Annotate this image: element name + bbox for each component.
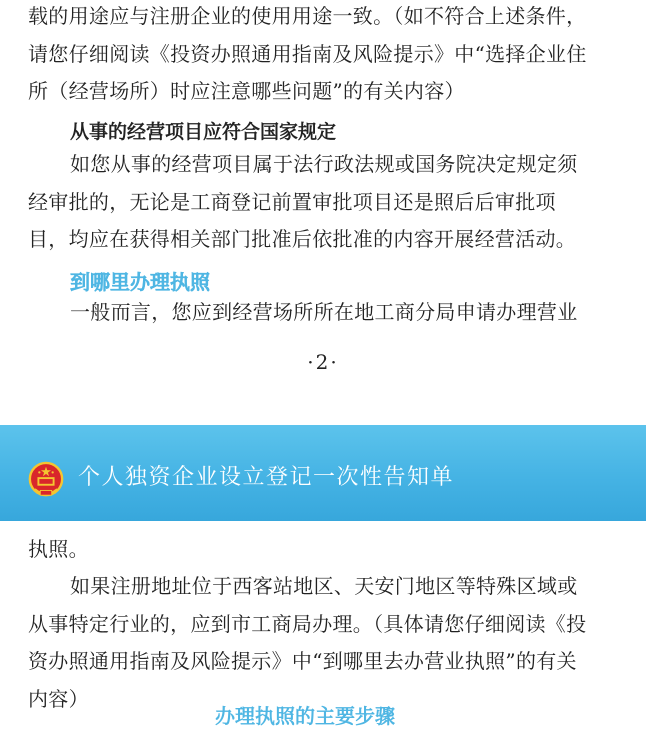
paragraph-special-areas: 如果注册地址位于西客站地区、天安门地区等特殊区域或从事特定行业的，应到市工商局办理。（具体请您仔细阅读《投资办照通用指南及风险提示》中“到哪里去办营业执照”的有关内容） (28, 574, 587, 711)
page-number: ·2· (307, 350, 339, 374)
heading-business-scope: 从事的经营项目应符合国家规定 (70, 121, 337, 143)
paragraph-license-end: 执照。 (28, 537, 89, 561)
heading-main-steps: 办理执照的主要步骤 (215, 704, 395, 728)
heading-where-to-apply: 到哪里办理执照 (70, 270, 210, 294)
paragraph-usage-note: 载的用途应与注册企业的使用用途一致。（如不符合上述条件，请您仔细阅读《投资办照通用指南及风险提示》中“选择企业住所（经营场所）时应注意哪些问题”的有关内容） (28, 4, 587, 103)
banner-title: 个人独资企业设立登记一次性告知单 (78, 465, 455, 490)
national-emblem-icon (27, 461, 65, 499)
section-banner (0, 425, 646, 521)
paragraph-where-intro: 一般而言，您应到经营场所所在地工商分局申请办理营业 (70, 300, 578, 324)
paragraph-approval-note: 如您从事的经营项目属于法行政法规或国务院决定规定须经审批的，无论是工商登记前置审批项目还是照后后审批项目，均应在获得相关部门批准后依批准的内容开展经营活动。 (28, 152, 578, 251)
